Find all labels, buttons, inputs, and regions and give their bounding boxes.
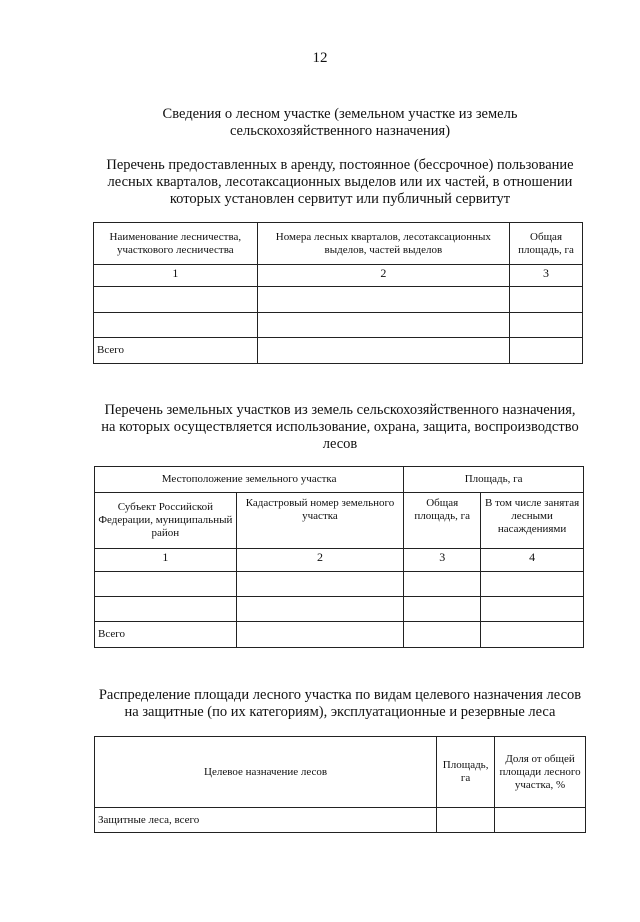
column-header: Доля от общей площади лесного участка, % [495,737,586,808]
table-cell[interactable] [481,597,584,622]
group-header: Площадь, га [404,467,584,493]
table-cell[interactable] [257,287,509,313]
table-row [94,313,583,338]
table-cell[interactable] [94,287,258,313]
total-label: Всего [95,622,237,648]
table-cell[interactable] [510,313,583,338]
column-number: 1 [95,549,237,572]
table-cell[interactable] [257,338,509,364]
column-number: 3 [404,549,481,572]
table-cell[interactable] [236,572,404,597]
column-header: Наименование лесничества, участкового лесничества [94,223,258,265]
table2-heading [90,402,590,453]
table-row [95,808,586,833]
agricultural-land-table [94,466,584,648]
table-row [95,572,584,597]
table-header-row [94,223,583,265]
table-cell[interactable] [481,572,584,597]
column-header: Кадастровый номер земельного участка [236,493,404,549]
table1-heading [90,157,590,208]
column-number-row [94,265,583,287]
heading-line: Перечень земельных участков из земель сельскохозяйственного назначения, [104,402,576,418]
table-cell[interactable] [94,313,258,338]
group-header: Местоположение земельного участка [95,467,404,493]
table-cell[interactable] [404,597,481,622]
page-number: 12 [312,50,328,66]
table-row [95,597,584,622]
table-cell[interactable] [95,597,237,622]
heading-line: лесных кварталов, лесотаксационных выделов или их частей, в отношении [107,174,573,190]
table-cell[interactable] [437,808,495,833]
table-cell[interactable] [257,313,509,338]
heading-line: которых установлен сервитут или публичный сервитут [169,191,511,207]
column-number: 3 [510,265,583,287]
total-label: Всего [94,338,258,364]
column-number: 4 [481,549,584,572]
heading-line: на которых осуществляется использование, охрана, защита, воспроизводство [101,419,579,435]
table-cell[interactable] [95,572,237,597]
column-number-row [95,549,584,572]
column-number: 2 [236,549,404,572]
table-header-row [95,493,584,549]
table-cell[interactable] [404,622,481,648]
column-header: Общая площадь, га [404,493,481,549]
total-row [94,338,583,364]
table-cell[interactable] [481,622,584,648]
table3-heading [90,687,590,721]
table-cell[interactable] [236,622,404,648]
heading-line: на защитные (по их категориям), эксплуатационные и резервные леса [124,704,556,720]
row-label: Защитные леса, всего [95,808,437,833]
column-header: Общая площадь, га [510,223,583,265]
group-header-row [95,467,584,493]
column-header: В том числе занятая лесными насаждениями [481,493,584,549]
forest-purpose-table [94,736,586,833]
table-cell[interactable] [495,808,586,833]
table-cell[interactable] [236,597,404,622]
title-line: Сведения о лесном участке (земельном участке из земель [162,106,518,122]
heading-line: лесов [322,436,358,452]
table-row [94,287,583,313]
table-cell[interactable] [404,572,481,597]
table-cell[interactable] [510,338,583,364]
heading-line: Перечень предоставленных в аренду, постоянное (бессрочное) пользование [106,157,574,173]
heading-line: Распределение площади лесного участка по видам целевого назначения лесов [98,687,582,703]
title-line: сельскохозяйственного назначения) [229,123,451,139]
column-header: Площадь, га [437,737,495,808]
total-row [95,622,584,648]
table-header-row [95,737,586,808]
column-header: Номера лесных кварталов, лесотаксационных выделов, частей выделов [257,223,509,265]
column-header: Субъект Российской Федерации, муниципальный район [95,493,237,549]
column-number: 2 [257,265,509,287]
column-number: 1 [94,265,258,287]
column-header: Целевое назначение лесов [95,737,437,808]
document-title [90,106,590,140]
table-cell[interactable] [510,287,583,313]
forest-blocks-table [93,222,583,364]
